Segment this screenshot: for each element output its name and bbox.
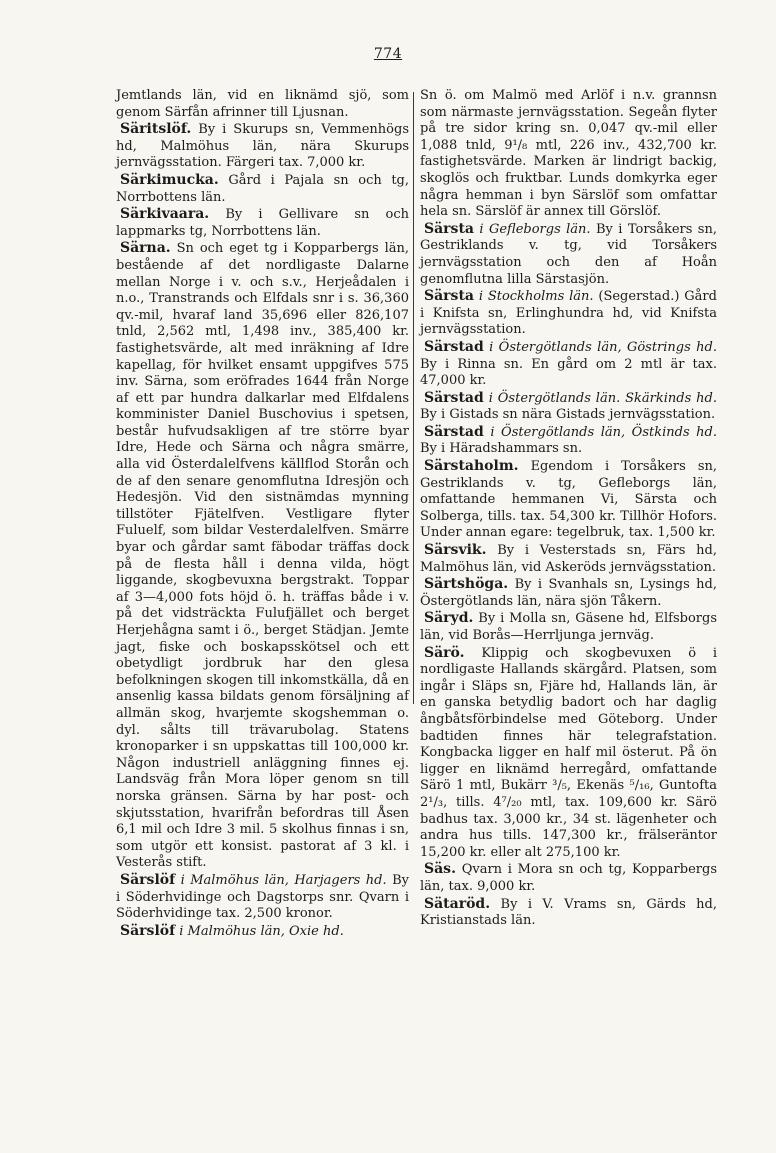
column-divider xyxy=(413,92,414,704)
dictionary-entry xyxy=(420,288,717,339)
dictionary-entry xyxy=(116,172,409,206)
entry-text: (Segerstad.) Gård i Knifsta sn, Erlinghundra hd, vid Knifsta jernvägsstation. xyxy=(420,289,717,338)
entry-text: Jemtlands län, vid en liknämd sjö, som genom Särfån afrinner till Ljusnan. xyxy=(116,88,409,120)
dictionary-entry xyxy=(420,221,717,288)
dictionary-entry xyxy=(420,88,717,221)
dictionary-entry xyxy=(116,121,409,172)
entry-headword: Särstaholm. xyxy=(424,458,519,475)
dictionary-entry xyxy=(116,206,409,240)
dictionary-entry xyxy=(420,424,717,458)
entry-text: Sn ö. om Malmö med Arlöf i n.v. grannsn som närmaste jernvägsstation. Segeån flyter på tre sidor kring sn. 0,047 qv.-mil eller 1,088 tnld, 9¹/₈ mtl, 226 inv., 432,700 kr. fastighetsvärde. Marken är lindrigt backig, skoglös och fruktbar. Lunds domkyrka eger några hemman i byn Särslöf som omfattar hela sn. Särslöf är annex till Görslöf. xyxy=(420,88,717,220)
entry-headword: Säryd. xyxy=(424,610,474,627)
entry-text: By i V. Vrams sn, Gärds hd, Kristianstads län. xyxy=(420,896,717,929)
entry-qualifier: i Östergötlands län. Skärkinds hd. xyxy=(488,390,717,406)
dictionary-entry xyxy=(420,896,717,930)
entry-headword: Särna. xyxy=(120,240,171,257)
dictionary-entry xyxy=(420,390,717,424)
entry-text: By i Skurups sn, Vemmenhögs hd, Malmöhus län, nära Skurups jernvägsstation. Färgeri tax. 7,000 kr. xyxy=(116,122,409,171)
entry-headword: Särsta xyxy=(424,220,474,237)
entry-headword: Särstad xyxy=(424,423,484,440)
entry-headword: Särsvik. xyxy=(424,542,487,559)
entry-text: Klippig och skogbevuxen ö i nordligaste Hallands skärgård. Platsen, som ingår i Släps sn, Fjäre hd, Hallands län, är en ganska betydlig badort och har daglig ångbåtsförbindelse med Göteborg. Under badtiden finnes här telegrafstation. Kongbacka ligger en half mil österut. På ön ligger en liknämd herregård, omfattande Särö 1 mtl, Bukärr ³/₅, Ekenäs ⁵/₁₆, Guntofta 2¹/₃, tills. 4⁷/₂₀ mtl, tax. 109,600 kr. Särö badhus tax. 3,000 kr., 34 st. lägenheter och andra hus tills. 147,300 kr., frälseräntor 15,200 kr. eller alt 275,100 kr. xyxy=(420,645,717,860)
entry-text: By i Söderhvidinge och Dagstorps snr. Qvarn i Söderhvidinge tax. 2,500 kronor. xyxy=(116,872,409,922)
entry-text: By i Svanhals sn, Lysings hd, Östergötlands län, nära sjön Tåkern. xyxy=(420,577,717,609)
entry-headword: Särkimucka. xyxy=(120,171,219,188)
entry-headword: Särtshöga. xyxy=(424,576,509,593)
dictionary-entry xyxy=(420,576,717,610)
left-column xyxy=(116,88,409,940)
dictionary-entry xyxy=(116,88,409,121)
entry-qualifier: i Malmöhus län, Harjagers hd. xyxy=(180,872,387,888)
dictionary-entry xyxy=(420,645,717,862)
entry-text: Gård i Pajala sn och tg, Norrbottens län. xyxy=(116,172,409,205)
entry-headword: Särstad xyxy=(424,338,484,355)
entry-text: By i Torsåkers sn, Gestriklands v. tg, vid Torsåkers jernvägsstation och den af Hoån genomflutna lilla Särstasjön. xyxy=(420,221,717,287)
entry-headword: Sätaröd. xyxy=(424,895,491,912)
dictionary-entry xyxy=(420,610,717,644)
entry-qualifier: i Östergötlands län, Göstrings hd. xyxy=(489,339,717,355)
entry-headword: Särslöf xyxy=(120,871,176,888)
entry-text: Egendom i Torsåkers sn, Gestriklands v. tg, Gefleborgs län, omfattande hemmanen Vi, Särsta och Solberga, tills. tax. 54,300 kr. Tillhör Hofors. Under annan egare: tegelbruk, tax. 1,500 kr. xyxy=(420,459,717,541)
dictionary-entry xyxy=(420,542,717,576)
entry-headword: Säritslöf. xyxy=(120,121,192,138)
entry-headword: Särkivaara. xyxy=(120,206,210,223)
entry-text: By i Gistads sn nära Gistads jernvägsstation. xyxy=(420,407,716,423)
dictionary-entry xyxy=(116,240,409,872)
entry-headword: Särslöf xyxy=(120,922,176,939)
entry-text: By i Rinna sn. En gård om 2 mtl är tax. 47,000 kr. xyxy=(420,356,717,389)
entry-text: By i Vesterstads sn, Färs hd, Malmöhus län, vid Askeröds jernvägsstation. xyxy=(420,543,717,575)
dictionary-entry xyxy=(116,923,409,941)
entry-text: Qvarn i Mora sn och tg, Kopparbergs län, tax. 9,000 kr. xyxy=(420,862,717,894)
dictionary-entry xyxy=(420,339,717,390)
entry-text: By i Gellivare sn och lappmarks tg, Norrbottens län. xyxy=(116,207,409,239)
entry-text: Sn och eget tg i Kopparbergs län, bestående af det nordligaste Dalarne mellan Norge i v. och s.v., Herjeådalen i n.o., Transtrands och Elfdals snr i s. 36,360 qv.-mil, hvaraf land 35,696 eller 826,107 tnld, 2,562 mtl, 1,498 inv., 385,400 kr. fastighetsvärde, alt med inräkning af Idre kapellag, för hvilket ensamt uppgifves 575 inv. Särna, som eröfrades 1644 från Norge af ett par hundra dalkarlar med Elfdalens komminister Daniel Buschovius i spetsen, består hufvudsakligen af tre större byar Idre, Hede och Särna och några smärre, alla vid Österdalelfvens källflod Storån och de af den senare genomflutna Idresjön och Hedesjön. Vid den sistnämdas mynning tillstöter Fjätelfven. Vestligare flyter Fuluelf, som bildar Vesterdalelfven. Smärre byar och gårdar samt fäbodar träffas dock på de flesta håll i denna vilda, högt liggande, skogbevuxna bergstrakt. Toppar af 3—4,000 fots höjd ö. h. träffas både i v. på det vidsträckta Fulufjället och berget Herjehågna samt i ö., berget Städjan. Jemte jagt, fiske och boskapsskötsel och ett obetydligt jordbruk har den glesa befolkningen skogen till inkomstkälla, då en ansenlig kassa bildats genom försäljning af allmän skog, hvarjemte skogshemman o. dyl. sålts till trävarubolag. Statens kronoparker i sn uppskattas till 100,000 kr. Någon industriell anläggning finnes ej. Landsväg från Mora löper genom sn till norska gränsen. Särna by har post- och skjutsstation, hvarifrån befordras till Åsen 6,1 mil och Idre 3 mil. 5 skolhus finnas i sn, som utgör ett konsist. pastorat af 3 kl. i Vesterås stift. xyxy=(116,241,410,871)
entry-qualifier: i Malmöhus län, Oxie hd. xyxy=(179,923,344,939)
right-column xyxy=(420,88,717,930)
entry-qualifier: i Östergötlands län, Östkinds hd. xyxy=(490,424,717,440)
page-number: 774 xyxy=(373,46,403,62)
entry-headword: Särsta xyxy=(424,288,474,305)
entry-headword: Särö. xyxy=(424,644,465,661)
entry-text: By i Molla sn, Gäsene hd, Elfsborgs län, vid Borås—Herrljunga jernväg. xyxy=(420,611,717,643)
entry-qualifier: i Gefleborgs län. xyxy=(479,221,591,237)
entry-qualifier: i Stockholms län. xyxy=(478,289,594,305)
entry-headword: Säs. xyxy=(424,861,456,878)
entry-text: By i Häradshammars sn. xyxy=(420,441,583,457)
dictionary-entry xyxy=(116,872,409,923)
dictionary-entry xyxy=(420,861,717,895)
entry-headword: Särstad xyxy=(424,389,484,406)
dictionary-entry xyxy=(420,458,717,542)
